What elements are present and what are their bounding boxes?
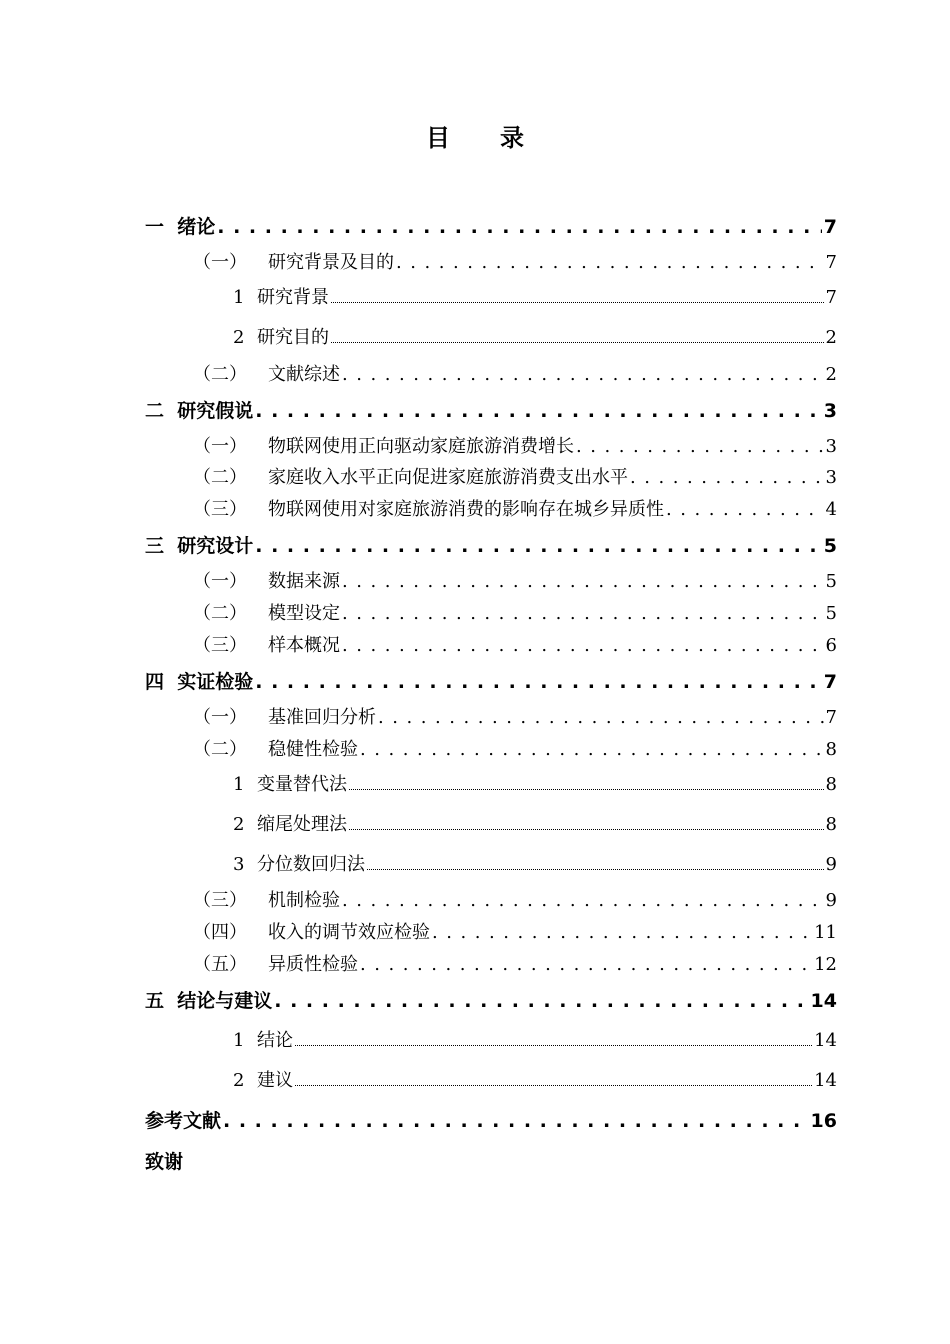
toc-dot-leader xyxy=(342,364,824,385)
toc-entry[interactable] xyxy=(193,567,837,593)
toc-page-number: 8 xyxy=(825,739,837,760)
toc-entry[interactable] xyxy=(233,810,837,836)
toc-entry[interactable] xyxy=(145,667,837,694)
toc-page-number: 6 xyxy=(825,635,837,656)
toc-page-number: 7 xyxy=(823,671,837,693)
toc-entry[interactable] xyxy=(145,531,837,558)
toc-entry-number: （三） xyxy=(193,890,247,911)
toc-entry-number: （二） xyxy=(193,467,247,488)
toc-dot-leader xyxy=(378,707,824,728)
toc-dot-leader xyxy=(576,436,824,457)
toc-entry-label xyxy=(233,323,329,349)
toc-dot-leader xyxy=(295,1045,812,1046)
toc-entry-text: 变量替代法 xyxy=(257,774,347,795)
toc-entry-label xyxy=(233,1026,293,1052)
toc-entry-text: 数据来源 xyxy=(268,571,340,592)
toc-entry-text: 机制检验 xyxy=(268,890,340,911)
title-char-2: 录 xyxy=(500,124,524,152)
toc-page-number: 12 xyxy=(814,954,837,975)
toc-dot-leader xyxy=(360,954,812,975)
toc-page-number: 2 xyxy=(825,327,837,348)
toc-entry-label xyxy=(145,212,215,239)
toc-entry-label xyxy=(193,950,358,976)
toc-entry-number: （一） xyxy=(193,707,247,728)
toc-entry-text: 稳健性检验 xyxy=(268,739,358,760)
toc-page-number: 2 xyxy=(825,364,837,385)
toc-entry-text: 建议 xyxy=(257,1070,293,1091)
toc-entry-number: （三） xyxy=(193,499,247,520)
toc-dot-leader xyxy=(217,216,822,238)
toc-entry[interactable] xyxy=(193,918,837,944)
toc-page-number: 14 xyxy=(814,1070,837,1091)
toc-entry-text: 参考文献 xyxy=(145,1110,222,1132)
toc-dot-leader xyxy=(349,789,824,790)
toc-entry[interactable] xyxy=(145,212,837,239)
toc-entry-label xyxy=(145,667,253,694)
toc-entry-number: （一） xyxy=(193,571,247,592)
toc-page-number: 16 xyxy=(810,1110,837,1132)
toc-dot-leader xyxy=(255,400,822,422)
toc-entry-label xyxy=(193,248,394,274)
toc-dot-leader xyxy=(274,990,808,1012)
toc-dot-leader xyxy=(295,1085,812,1086)
toc-entry-number: （一） xyxy=(193,436,247,457)
toc-entry-text: 家庭收入水平正向促进家庭旅游消费支出水平 xyxy=(268,467,628,488)
toc-page-number: 7 xyxy=(823,216,837,238)
toc-entry[interactable] xyxy=(193,950,837,976)
toc-entry-label xyxy=(145,1147,183,1174)
toc-entry[interactable] xyxy=(233,1066,837,1092)
toc-entry-text: 文献综述 xyxy=(268,364,340,385)
toc-page-number: 5 xyxy=(825,571,837,592)
toc-entry-number: 1 xyxy=(233,774,245,795)
toc-entry[interactable] xyxy=(233,850,837,876)
toc-entry-number: 2 xyxy=(233,327,245,348)
toc-entry-label xyxy=(233,770,347,796)
toc-entry-number: （二） xyxy=(193,364,247,385)
toc-dot-leader xyxy=(342,890,824,911)
toc-entry-number: （三） xyxy=(193,635,247,656)
toc-page-number: 7 xyxy=(825,707,837,728)
toc-dot-leader xyxy=(349,829,824,830)
toc-entry-text: 缩尾处理法 xyxy=(257,814,347,835)
toc-page-number: 11 xyxy=(814,922,837,943)
toc-entry[interactable] xyxy=(233,770,837,796)
toc-entry-text: 研究背景及目的 xyxy=(268,252,394,273)
toc-entry-label xyxy=(233,850,365,876)
toc-entry[interactable] xyxy=(145,986,837,1013)
title-char-1: 目 xyxy=(426,124,450,152)
toc-page-number: 5 xyxy=(823,535,837,557)
toc-entry-label xyxy=(193,463,628,489)
toc-entry[interactable] xyxy=(193,463,837,489)
toc-page-number: 9 xyxy=(825,854,837,875)
toc-entry-text: 结论与建议 xyxy=(177,990,273,1012)
toc-dot-leader xyxy=(331,302,824,303)
toc-entry[interactable] xyxy=(145,396,837,423)
toc-entry-number: （五） xyxy=(193,954,247,975)
toc-page-number: 4 xyxy=(825,499,837,520)
toc-entry[interactable] xyxy=(193,495,837,521)
toc-dot-leader xyxy=(342,571,824,592)
toc-entry[interactable] xyxy=(145,1147,837,1174)
toc-entry-text: 异质性检验 xyxy=(268,954,358,975)
toc-entry-text: 基准回归分析 xyxy=(268,707,376,728)
toc-dot-leader xyxy=(223,1110,809,1132)
toc-entry[interactable] xyxy=(193,432,837,458)
toc-dot-leader xyxy=(396,252,824,273)
toc-entry-label xyxy=(193,918,430,944)
toc-page-number: 14 xyxy=(814,1030,837,1051)
toc-entry-text: 样本概况 xyxy=(268,635,340,656)
toc-entry[interactable] xyxy=(193,248,837,274)
toc-page-number: 5 xyxy=(825,603,837,624)
toc-page-number: 3 xyxy=(825,467,837,488)
toc-entry-label xyxy=(193,886,340,912)
toc-entry-label xyxy=(193,703,376,729)
toc-entry-label xyxy=(193,432,574,458)
toc-entry[interactable] xyxy=(193,360,837,386)
toc-entry-label xyxy=(145,1106,221,1133)
toc-entry-number: 五 xyxy=(145,990,165,1012)
page-title xyxy=(0,118,950,153)
toc-entry-number: （四） xyxy=(193,922,247,943)
toc-entry-number: 三 xyxy=(145,535,165,557)
toc-dot-leader xyxy=(630,467,824,488)
toc-entry-text: 实证检验 xyxy=(177,671,254,693)
toc-page-number: 8 xyxy=(825,774,837,795)
toc-dot-leader xyxy=(367,869,824,870)
toc-dot-leader xyxy=(255,535,822,557)
toc-entry-number: 2 xyxy=(233,1070,245,1091)
toc-dot-leader xyxy=(342,635,824,656)
toc-entry-label xyxy=(145,396,253,423)
toc-entry[interactable] xyxy=(193,631,837,657)
toc-entry-text: 研究假说 xyxy=(177,400,254,422)
toc-entry-label xyxy=(145,986,272,1013)
toc-entry[interactable] xyxy=(193,886,837,912)
toc-dot-leader xyxy=(331,342,824,343)
toc-dot-leader xyxy=(342,603,824,624)
toc-entry-label xyxy=(193,360,340,386)
toc-dot-leader xyxy=(360,739,824,760)
toc-entry-label xyxy=(193,567,340,593)
toc-dot-leader xyxy=(666,499,824,520)
toc-entry[interactable] xyxy=(193,703,837,729)
toc-entry-text: 物联网使用对家庭旅游消费的影响存在城乡异质性 xyxy=(268,499,664,520)
toc-entry-number: 一 xyxy=(145,216,165,238)
toc-entry-number: 3 xyxy=(233,854,245,875)
toc-entry-number: 1 xyxy=(233,287,245,308)
toc-entry-label xyxy=(145,531,253,558)
toc-entry-number: （二） xyxy=(193,603,247,624)
toc-entry-number: 二 xyxy=(145,400,165,422)
toc-entry-number: 2 xyxy=(233,814,245,835)
toc-entry-text: 模型设定 xyxy=(268,603,340,624)
toc-entry-text: 致谢 xyxy=(145,1151,184,1173)
toc-entry[interactable] xyxy=(233,283,837,309)
toc-entry-number: 四 xyxy=(145,671,165,693)
toc-entry-text: 收入的调节效应检验 xyxy=(268,922,430,943)
toc-entry-label xyxy=(233,1066,293,1092)
toc-page-number: 3 xyxy=(825,436,837,457)
toc-entry-text: 绪论 xyxy=(177,216,216,238)
toc-entry-label xyxy=(233,283,329,309)
toc-entry[interactable] xyxy=(145,1106,837,1133)
toc-entry-text: 研究设计 xyxy=(177,535,254,557)
toc-entry[interactable] xyxy=(193,599,837,625)
toc-entry-number: 1 xyxy=(233,1030,245,1051)
toc-entry-label xyxy=(193,735,358,761)
toc-entry-text: 结论 xyxy=(257,1030,293,1051)
toc-page-number: 8 xyxy=(825,814,837,835)
toc-page-number: 9 xyxy=(825,890,837,911)
toc-entry[interactable] xyxy=(233,1026,837,1052)
toc-entry-text: 研究背景 xyxy=(257,287,329,308)
toc-page-number: 7 xyxy=(825,252,837,273)
toc-entry-number: （二） xyxy=(193,739,247,760)
toc-page-number: 14 xyxy=(810,990,837,1012)
toc-dot-leader xyxy=(432,922,812,943)
toc-page-number: 7 xyxy=(825,287,837,308)
toc-entry-label xyxy=(193,495,664,521)
toc-entry-text: 研究目的 xyxy=(257,327,329,348)
toc-dot-leader xyxy=(255,671,822,693)
toc-entry-label xyxy=(233,810,347,836)
toc-entry[interactable] xyxy=(193,735,837,761)
toc-page-number: 3 xyxy=(823,400,837,422)
toc-entry-text: 分位数回归法 xyxy=(257,854,365,875)
toc-entry-label xyxy=(193,631,340,657)
toc-entry[interactable] xyxy=(233,323,837,349)
toc-entry-label xyxy=(193,599,340,625)
toc-entry-text: 物联网使用正向驱动家庭旅游消费增长 xyxy=(268,436,574,457)
toc-entry-number: （一） xyxy=(193,252,247,273)
